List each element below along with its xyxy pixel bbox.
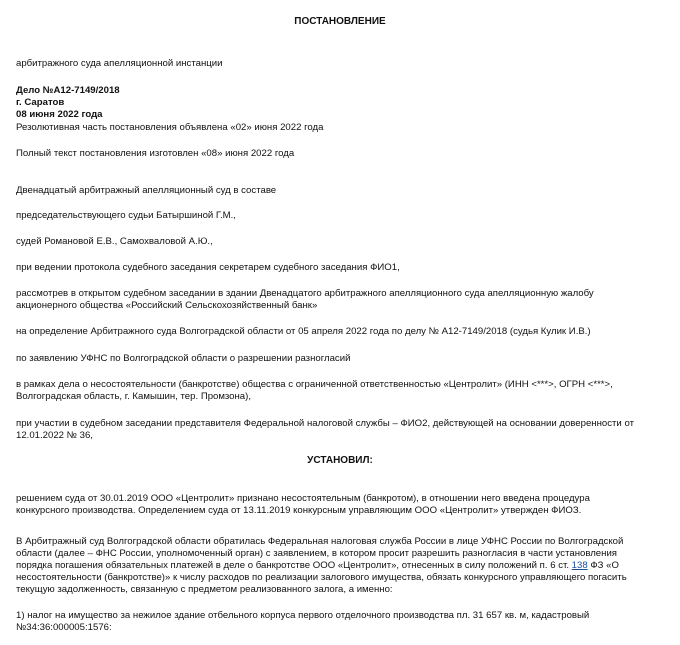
participation-line-1: при участии в судебном заседании представителя Федеральной налоговой службы – ФИО2, действующей на основании доверенности от bbox=[16, 418, 634, 429]
judges: судей Романовой Е.В., Самохваловой А.Ю., bbox=[16, 236, 213, 247]
participation-line-2: 12.01.2022 № 36, bbox=[16, 430, 93, 441]
para1-line-1: решением суда от 30.01.2019 ООО «Центролит» признано несостоятельным (банкротом), в отношении него введена процедура bbox=[16, 493, 590, 504]
resolution-announced: Резолютивная часть постановления объявлена «02» июня 2022 года bbox=[16, 122, 324, 133]
within-case-line-2: Волгоградская область, г. Камышин, тер. Промзона), bbox=[16, 391, 251, 402]
court-composition: Двенадцатый арбитражный апелляционный суд в составе bbox=[16, 185, 277, 196]
case-number: Дело №А12-7149/2018 bbox=[16, 85, 120, 96]
article-link[interactable]: 138 bbox=[571, 560, 588, 571]
court-line: арбитражного суда апелляционной инстанции bbox=[16, 58, 223, 69]
para2-line-3-tail: ФЗ «О bbox=[587, 560, 619, 571]
full-text-made: Полный текст постановления изготовлен «08» июня 2022 года bbox=[16, 148, 295, 159]
considering-line-2: акционерного общества «Российский Сельскохозяйственный банк» bbox=[16, 300, 318, 311]
document-date: 08 июня 2022 года bbox=[16, 109, 103, 120]
para2-line-2: области (далее – ФНС России, уполномоченный орган) с заявлением, в котором просит разрешить разногласия в части установления bbox=[16, 548, 617, 559]
considering-line-1: рассмотрев в открытом судебном заседании в здании Двенадцатого арбитражного апелляционного суда апелляционную жалобу bbox=[16, 288, 594, 299]
on-ruling: на определение Арбитражного суда Волгоградской области от 05 апреля 2022 года по делу № А12-7149/2018 (судья Кулик И.В.) bbox=[16, 326, 591, 337]
para2-line-4: несостоятельности (банкротстве)» к числу расходов по реализации залогового имущества, обязать конкурсного управляющего погасить bbox=[16, 572, 627, 583]
city: г. Саратов bbox=[16, 97, 65, 108]
para1-line-2: конкурсного производства. Определением суда от 13.11.2019 конкурсным управляющим ООО «Центролит» утвержден ФИОЗ. bbox=[16, 505, 582, 516]
item1-line-2: №34:36:000005:1576: bbox=[16, 622, 112, 633]
item1-line-1: 1) налог на имущество за нежилое здание отбельного корпуса первого отделочного производства пл. 31 657 кв. м, кадастровый bbox=[16, 610, 590, 621]
presiding-judge: председательствующего судьи Батыршиной Г.М., bbox=[16, 210, 236, 221]
para2-line-1: В Арбитражный суд Волгоградской области обратилась Федеральная налоговая служба России в лице УФНС России по Волгоградской bbox=[16, 536, 624, 547]
para2-line-5: текущую задолженность, связанную с предметом реализованного залога, а именно: bbox=[16, 584, 393, 595]
established-heading: УСТАНОВИЛ: bbox=[307, 455, 373, 466]
para2-line-3-text: порядка погашения обязательных платежей в деле о банкротстве ООО «Центролит», отнесенных в силу положений п. 6 ст. bbox=[16, 560, 572, 571]
within-case-line-1: в рамках дела о несостоятельности (банкротстве) общества с ограниченной ответственностью «Центролит» (ИНН <***>, ОГРН <***>, bbox=[16, 379, 613, 390]
para2-line-3 bbox=[16, 560, 619, 572]
document-title: ПОСТАНОВЛЕНИЕ bbox=[294, 16, 386, 27]
on-application: по заявлению УФНС по Волгоградской области о разрешении разногласий bbox=[16, 353, 351, 364]
secretary: при ведении протокола судебного заседания секретарем судебного заседания ФИО1, bbox=[16, 262, 400, 273]
